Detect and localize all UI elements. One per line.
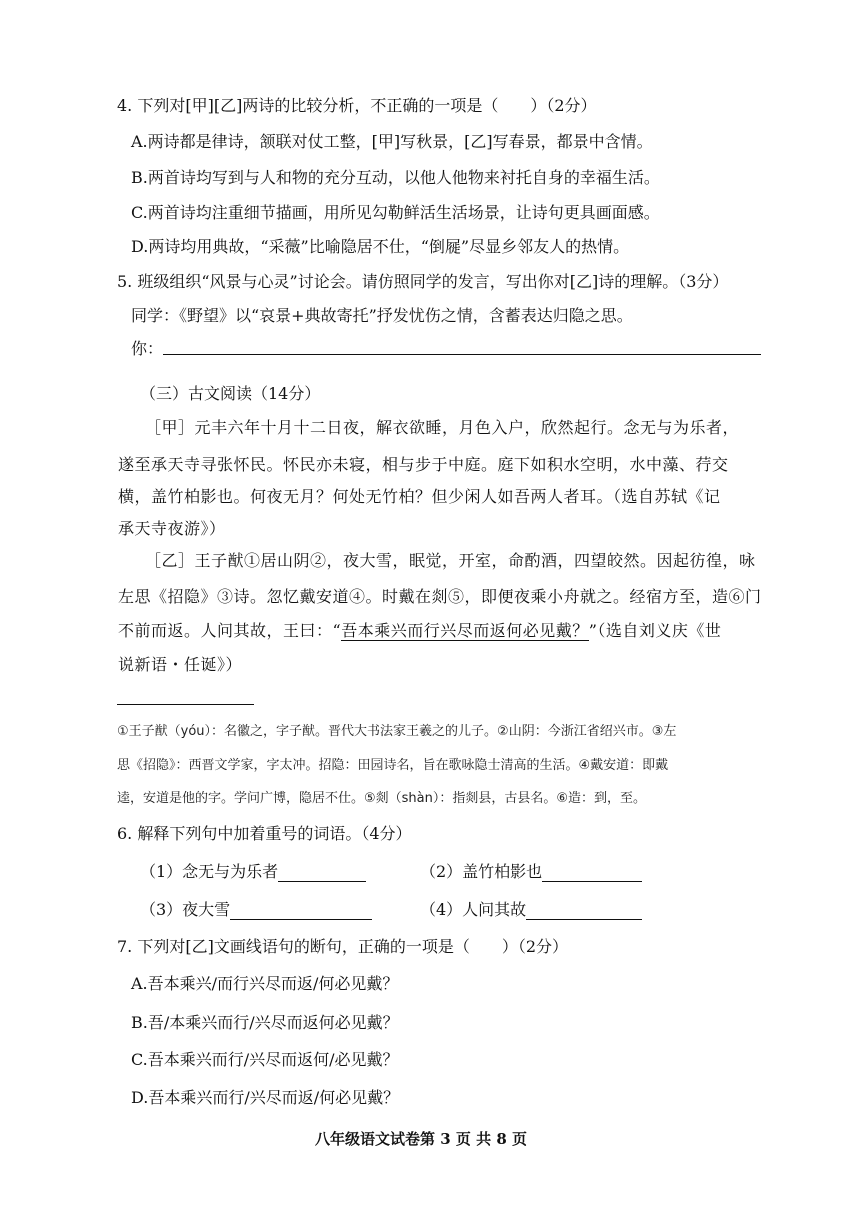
section3-heading: （三）古文阅读（14分） [140, 384, 321, 403]
passage-yi-line-3 [118, 621, 721, 641]
q6-item-3-blank[interactable] [230, 903, 372, 920]
q5-you-label: 你： [131, 339, 164, 358]
note-line-3: 逵，安道是他的字。学问广博，隐居不仕。⑤剡（shàn）：指剡县，古县名。⑥造：到，至。 [117, 791, 647, 806]
passage-yi-line-2: 左思《招隐》③诗。忽忆戴安道④。时戴在剡⑤，即便夜乘小舟就之。经宿方至，造⑥门 [118, 587, 762, 606]
q7-option-c: C.吾本乘兴而行/兴尽而返何/必见戴？ [131, 1050, 399, 1069]
passage-yi-line-1: ［乙］王子猷①居山阴②，夜大雪，眠觉，开室，命酌酒，四望皎然。因起彷徨，咏 [145, 551, 756, 570]
q7-option-d: D.吾本乘兴而行/兴尽而返/何必见戴？ [131, 1088, 400, 1107]
q6-item-1 [140, 862, 366, 882]
note-line-2: 思《招隐》：西晋文学家，字太冲。招隐：田园诗名，旨在歌咏隐士清高的生活。④戴安道：即戴 [117, 758, 669, 773]
q6-item-3 [140, 900, 372, 920]
passage-jia-line-2: 遂至承天寺寻张怀民。怀民亦未寝，相与步于中庭。庭下如积水空明，水中藻、荇交 [118, 455, 729, 474]
q6-item-3-label: （3）夜大雪 [140, 900, 231, 919]
q4-option-d: D.两诗均用典故，“采薇”比喻隐居不仕，“倒屣”尽显乡邻友人的热情。 [131, 237, 630, 256]
q6-item-4 [420, 900, 642, 920]
passage-yi-line-3-pre: 不前而返。人问其故，王曰：“ [118, 621, 342, 640]
passage-jia-line-1: ［甲］元丰六年十月十二日夜，解衣欲睡，月色入户，欣然起行。念无与为乐者， [145, 418, 740, 437]
q6-item-2-label: （2）盖竹柏影也 [420, 862, 543, 881]
q7-option-b: B.吾/本乘兴而行/兴尽而返何必见戴？ [131, 1013, 399, 1032]
q5-stem: 5. 班级组织“风景与心灵”讨论会。请仿照同学的发言，写出你对[乙]诗的理解。（3分） [117, 272, 729, 291]
q6-item-4-blank[interactable] [526, 903, 642, 920]
q4-option-a: A.两诗都是律诗，颔联对仗工整，[甲]写秋景，[乙]写春景，都景中含情。 [131, 132, 653, 151]
q6-item-1-blank[interactable] [278, 865, 366, 882]
q6-item-1-label: （1）念无与为乐者 [140, 862, 279, 881]
footnote-separator [117, 704, 254, 705]
note-line-1: ①王子猷（yóu）：名徽之，字子猷。晋代大书法家王羲之的儿子。②山阴：今浙江省绍兴市。③左 [117, 724, 677, 739]
q4-option-c: C.两首诗均注重细节描画，用所见勾勒鲜活生活场景，让诗句更具画面感。 [131, 203, 660, 222]
q4-option-b: B.两首诗均写到与人和物的充分互动，以他人他物来衬托自身的幸福生活。 [131, 168, 660, 187]
q5-classmate: 同学：《野望》以“哀景+典故寄托”抒发忧伤之情，含蓄表达归隐之思。 [131, 306, 633, 325]
passage-yi-line-4: 说新语・任诞》） [118, 655, 243, 674]
q6-item-2-blank[interactable] [542, 865, 642, 882]
q6-item-2 [420, 862, 642, 882]
q6-stem: 6. 解释下列句中加着重号的词语。（4分） [117, 824, 412, 843]
passage-jia-line-3: 横，盖竹柏影也。何夜无月？何处无竹柏？但少闲人如吾两人者耳。（选自苏轼《记 [118, 487, 721, 506]
page-footer: 八年级语文试卷第 3 页 共 8 页 [315, 1130, 527, 1148]
underlined-sentence: 吾本乘兴而行兴尽而返何必见戴？ [341, 621, 589, 640]
q7-option-a: A.吾本乘兴/而行兴尽而返/何必见戴？ [131, 974, 399, 993]
passage-yi-line-3-post: ”（选自刘义庆《世 [588, 621, 722, 640]
q4-stem: 4. 下列对[甲][乙]两诗的比较分析，不正确的一项是（ ）（2分） [117, 96, 597, 115]
q7-stem: 7. 下列对[乙]文画线语句的断句，正确的一项是（ ）（2分） [117, 937, 569, 956]
q6-item-4-label: （4）人问其故 [420, 900, 527, 919]
q5-answer-line[interactable] [163, 354, 761, 355]
passage-jia-line-4: 承天寺夜游》） [118, 519, 226, 538]
